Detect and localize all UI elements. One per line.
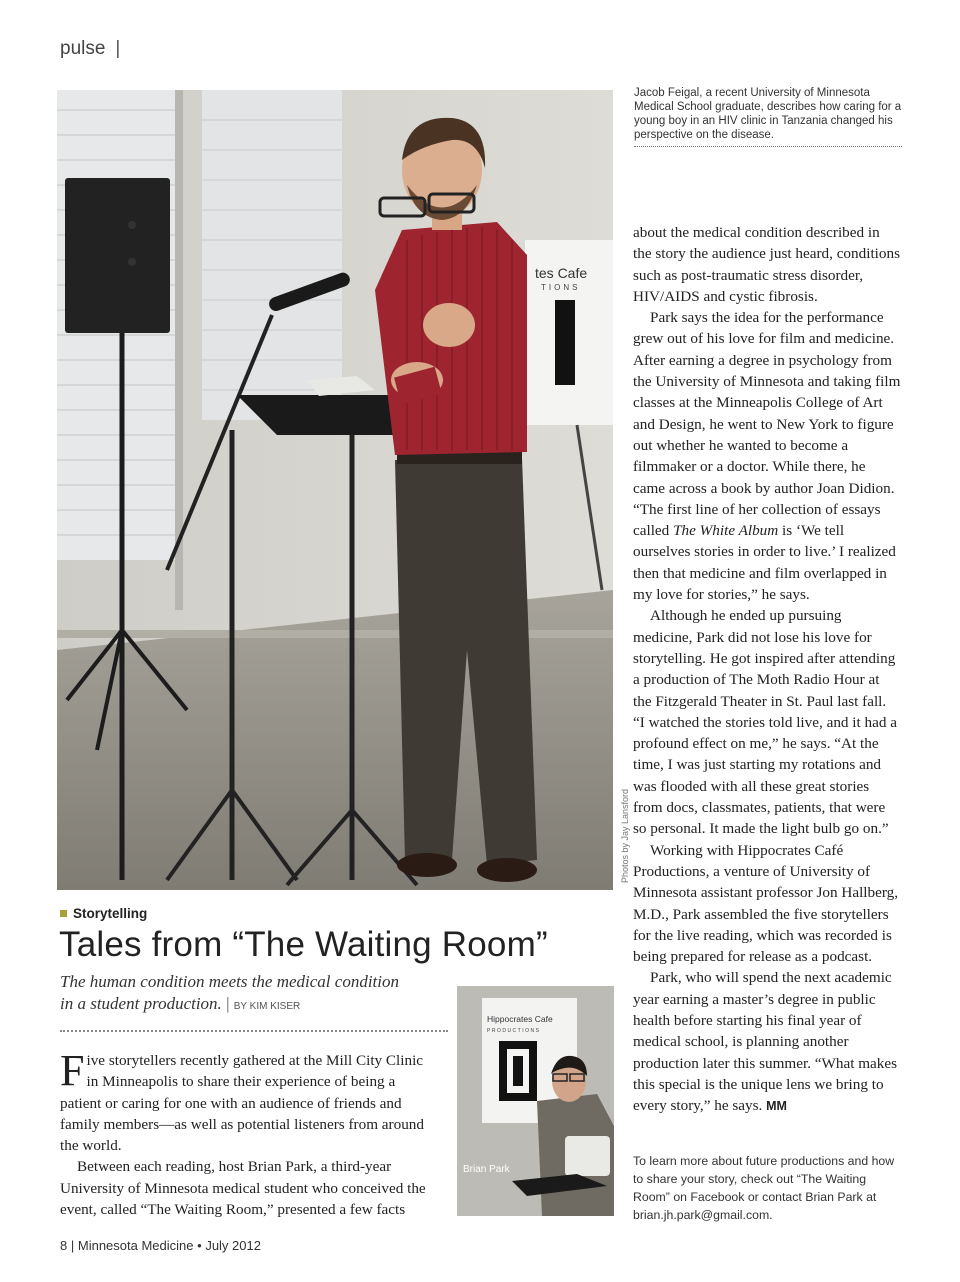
paragraph: Working with Hippocrates Café Productions, a venture of University of Minnesota assistant professor Jon Hallberg, M.D., Park assembled the five storytellers for the live reading, which was recorded is being prepared for release as a podcast. [633,841,899,966]
photo-credit [613,790,629,890]
paragraph: about the medical condition described in the story the audience just heard, conditions such as post-traumatic stress disorder, HIV/AIDS and cystic fibrosis. [633,224,900,305]
kicker-label: Storytelling [73,906,148,921]
section-separator: | [115,38,121,59]
small-photo [457,986,614,1216]
main-photo [57,90,613,890]
paragraph [633,967,901,1117]
drop-cap: F [60,1046,85,1095]
photo-caption: Jacob Feigal, a recent University of Minnesota Medical School graduate, describes how caring for a young boy in an HIV clinic in Tanzania changed his perspective on the disease. [634,87,902,141]
deck-line-2: in a student production. [60,994,222,1013]
article-body-left [60,1046,438,1220]
publication-name: Minnesota Medicine [77,1238,194,1253]
deck-line-1: The human condition meets the medical condition [60,972,399,991]
page-footer [60,1238,261,1253]
deck-separator: | [226,994,230,1013]
paragraph-text: Park, who will spend the next academic year earning a master’s degree in public health before starting his final year of medical school, is planning another production later this summer. “What makes this special is the unique lens we bring to every story,” he says. [633,969,898,1115]
page-number: 8 [60,1238,68,1253]
sign-text-bottom: TIONS [541,283,581,292]
storyteller-photo [57,90,613,890]
paragraph-text: Park says the idea for the performance grew out of his love for film and medicine. After earning a degree in psychology from the University of Minnesota and taking film classes at the Minneapolis College of Art and Design, he went to New York to figure out whether he wanted to become a filmmaker or a doctor. While there, he came across a book by author Joan Didion. “The first line of her collection of essays called [633,309,901,540]
title-divider [60,1030,448,1032]
footer-bullet: • [197,1238,202,1253]
paragraph [60,1046,438,1156]
sign-text-top: tes Cafe [535,265,588,281]
book-title: The White Album [673,522,779,540]
paragraph: Between each reading, host Brian Park, a third-year University of Minnesota medical student who conceived the event, called “The Waiting Room,” presented a few facts [60,1158,426,1219]
host-photo [457,986,614,1216]
article-body-right [633,222,901,1117]
caption-divider [634,146,902,147]
small-sign-text-bottom: PRODUCTIONS [487,1028,541,1034]
paragraph [633,307,901,605]
issue-date: July 2012 [205,1238,261,1253]
headline: Tales from “The Waiting Room” [59,925,548,964]
paragraph-text: ive storytellers recently gathered at the Mill City Clinic in Minneapolis to share their experience of being a patient or caring for one with an audience of friends and family members—as well as potential listeners from around the world. [60,1052,424,1155]
small-photo-caption: Brian Park [463,1164,510,1175]
small-sign-text-top: Hippocrates Cafe [487,1014,553,1024]
promo-note: To learn more about future productions and how to share your story, check out “The Waiting Room” on Facebook or contact Brian Park at brian.jh.park@gmail.com. [633,1154,895,1222]
footer-separator: | [70,1238,75,1253]
kicker-square-icon [60,910,67,917]
photo-credit-text: Photos by Jay Lansford [620,788,630,883]
paragraph-text: is ‘We tell ourselves stories in order to live.’ I realized then that medicine and film overlapped in my love for stories,” he says. [633,522,896,604]
end-mark: MM [766,1099,787,1114]
section-name: pulse [60,38,106,59]
deck [60,971,450,1018]
paragraph: Although he ended up pursuing medicine, Park did not lose his love for storytelling. He got inspired after attending a production of The Moth Radio Hour at the Fitzgerald Theater in St. Paul last fall. “I watched the stories told live, and it had a profound effect on me,” he says. “At the time, I was just starting my rotations and was flooded with all these great stories from docs, classmates, patients, that were so personal. It made the light bulb go on.” [633,607,898,838]
kicker [60,906,147,921]
section-label [60,38,120,60]
byline: BY KIM KISER [233,1001,301,1012]
